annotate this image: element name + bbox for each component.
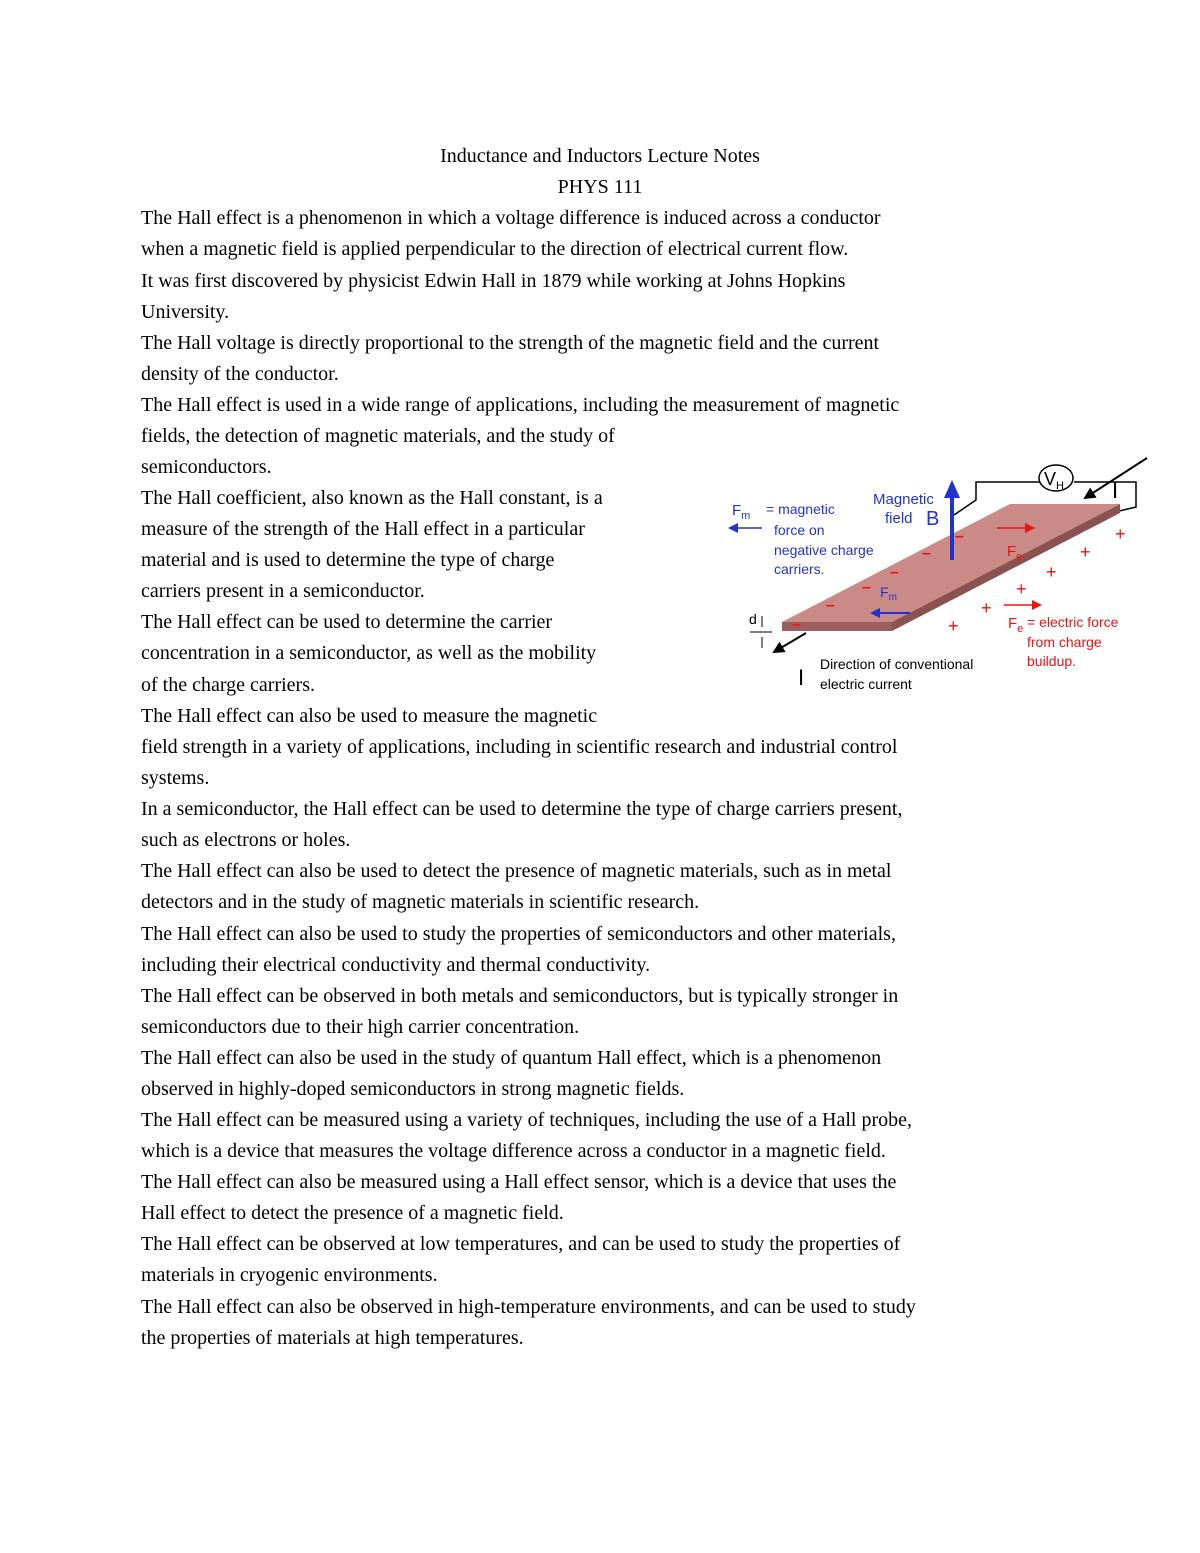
current-direction-text: Direction of conventional — [820, 656, 974, 672]
fe-legend-text: buildup. — [1027, 653, 1077, 669]
text-line: The Hall effect can also be used to measure the magnetic — [141, 705, 598, 727]
text-line: observed in highly-doped semiconductors in strong magnetic fields. — [141, 1078, 685, 1100]
fe-legend-text: from charge — [1027, 634, 1102, 650]
positive-charge: + — [1115, 524, 1126, 544]
text-line: University. — [141, 301, 230, 323]
negative-charge: – — [792, 616, 801, 633]
text-line: field strength in a variety of applications, including in scientific research and industrial control — [141, 736, 898, 758]
fm-legend-text: carriers. — [774, 561, 825, 577]
fe-legend-symbol: $F_e$ — [1008, 615, 1024, 635]
text-line: including their electrical conductivity and thermal conductivity. — [141, 954, 651, 976]
text-line: semiconductors due to their high carrier concentration. — [141, 1016, 580, 1038]
document-title: Inductance and Inductors Lecture Notes — [440, 145, 760, 167]
text-line: when a magnetic field is applied perpendicular to the direction of electrical current flow. — [141, 238, 849, 260]
text-line: The Hall effect can be used to determine the carrier — [141, 611, 553, 633]
fe-symbol-on-slab: $F_e$ — [1007, 543, 1023, 563]
negative-charge: – — [862, 579, 871, 596]
text-line: materials in cryogenic environments. — [141, 1264, 438, 1286]
text-line: The Hall effect can be observed in both metals and semiconductors, but is typically stronger in — [141, 985, 899, 1007]
positive-charge: + — [1046, 562, 1057, 582]
text-line: material and is used to determine the type of charge — [141, 549, 555, 571]
text-line: fields, the detection of magnetic materials, and the study of — [141, 425, 615, 447]
magnetic-field-arrowhead — [944, 480, 960, 498]
fm-legend-symbol: $F_m$ — [732, 502, 751, 522]
fm-legend-text: = magnetic — [766, 501, 835, 517]
negative-charge: – — [955, 528, 964, 545]
positive-charge: + — [1080, 542, 1091, 562]
text-line: The Hall voltage is directly proportional to the strength of the magnetic field and the current — [141, 332, 880, 354]
fm-legend-text: force on — [774, 522, 825, 538]
fe-legend-text: = electric force — [1027, 614, 1119, 630]
text-line: of the charge carriers. — [141, 674, 315, 696]
course-code: PHYS 111 — [557, 176, 643, 198]
current-direction-text: electric current — [820, 676, 912, 692]
text-line: systems. — [141, 767, 210, 789]
negative-charge: – — [922, 545, 931, 562]
text-line: In a semiconductor, the Hall effect can be used to determine the type of charge carriers present, — [141, 798, 903, 820]
magnetic-field-label: field — [885, 510, 913, 527]
text-line: The Hall effect can also be used in the study of quantum Hall effect, which is a phenomenon — [141, 1047, 882, 1069]
voltmeter-label: $V_H$ — [1044, 469, 1064, 492]
text-line: which is a device that measures the voltage difference across a conductor in a magnetic field. — [141, 1140, 886, 1162]
magnetic-field-label: Magnetic — [873, 491, 934, 508]
negative-charge: – — [890, 564, 899, 581]
positive-charge: + — [948, 616, 959, 636]
text-line: semiconductors. — [141, 456, 272, 478]
text-line: The Hall effect can be observed at low temperatures, and can be used to study the properties of — [141, 1233, 901, 1255]
hall-effect-diagram — [722, 452, 1152, 700]
text-line: carriers present in a semiconductor. — [141, 580, 425, 602]
negative-charge: – — [826, 597, 835, 614]
text-line: density of the conductor. — [141, 363, 339, 385]
text-line: measure of the strength of the Hall effect in a particular — [141, 518, 585, 540]
positive-charge: + — [1016, 579, 1027, 599]
thickness-label: d — [749, 611, 757, 627]
text-line: The Hall effect can also be used to study the properties of semiconductors and other materials, — [141, 923, 896, 945]
positive-charge: + — [981, 598, 992, 618]
text-line: concentration in a semiconductor, as well as the mobility — [141, 642, 597, 664]
fm-legend-text: negative charge — [774, 542, 874, 558]
text-line: The Hall effect is a phenomenon in which a voltage difference is induced across a conductor — [141, 207, 881, 229]
text-line: The Hall effect can also be observed in high-temperature environments, and can be used to study — [141, 1296, 916, 1318]
current-out-arrow — [774, 633, 806, 652]
text-line: The Hall effect is used in a wide range of applications, including the measurement of magnetic — [141, 394, 900, 416]
text-line: The Hall coefficient, also known as the Hall constant, is a — [141, 487, 603, 509]
text-line: Hall effect to detect the presence of a magnetic field. — [141, 1202, 564, 1224]
text-line: the properties of materials at high temperatures. — [141, 1327, 524, 1349]
text-line: The Hall effect can also be used to detect the presence of magnetic materials, such as in metal — [141, 860, 892, 882]
fm-symbol-on-slab: $F_m$ — [880, 584, 897, 603]
text-line: The Hall effect can also be measured using a Hall effect sensor, which is a device that uses the — [141, 1171, 897, 1193]
text-line: detectors and in the study of magnetic materials in scientific research. — [141, 891, 700, 913]
current-label-top: I — [1112, 478, 1119, 503]
text-line: such as electrons or holes. — [141, 829, 351, 851]
current-label-bottom: I — [798, 665, 805, 690]
text-line: The Hall effect can be measured using a variety of techniques, including the use of a Hall probe, — [141, 1109, 913, 1131]
text-line: It was first discovered by physicist Edwin Hall in 1879 while working at Johns Hopkins — [141, 270, 846, 292]
magnetic-field-symbol: B — [926, 508, 940, 530]
